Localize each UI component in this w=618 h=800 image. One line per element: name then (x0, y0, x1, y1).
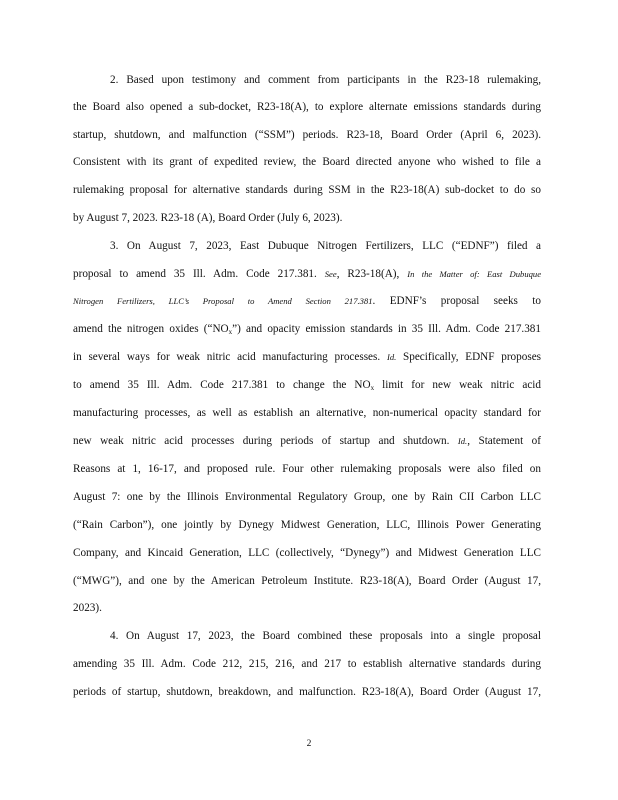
para-3-line-6 (73, 378, 541, 395)
text-fragment: , R23-18(A), (336, 268, 400, 280)
text-fragment: in several ways for weak nitric acid manufacturing processes. (73, 351, 381, 363)
para-3-line-3 (73, 294, 541, 308)
para-3-line-8 (73, 434, 541, 448)
para-4-line-1: 4. On August 17, 2023, the Board combined these proposals into a single proposal (110, 630, 541, 642)
para-2-line-2: the Board also opened a sub-docket, R23-18(A), to explore alternate emissions standards during (73, 101, 541, 113)
citation-signal: See (324, 269, 337, 279)
para-3-line-1: 3. On August 7, 2023, East Dubuque Nitrogen Fertilizers, LLC (“EDNF”) filed a (110, 240, 541, 252)
para-3-line-5 (73, 350, 541, 364)
para-4-line-3: periods of startup, shutdown, breakdown, and malfunction. R23-18(A), Board Order (August 17, (73, 686, 541, 698)
text-fragment: limit for new weak nitric acid (374, 379, 541, 391)
citation-signal: Id. (386, 352, 397, 362)
text-fragment: . EDNF’s proposal seeks to (372, 295, 541, 307)
para-2-line-5: rulemaking proposal for alternative standards during SSM in the R23-18(A) sub-docket to do so (73, 184, 541, 196)
text-fragment: proposal to amend 35 Ill. Adm. Code 217.381. (73, 268, 317, 280)
para-3-line-12: Company, and Kincaid Generation, LLC (collectively, “Dynegy”) and Midwest Generation LLC (73, 547, 541, 559)
text-fragment: amend the nitrogen oxides (“NO (73, 323, 229, 335)
citation-signal: Id. (457, 436, 468, 446)
para-4-line-2: amending 35 Ill. Adm. Code 212, 215, 216, and 217 to establish alternative standards during (73, 658, 541, 670)
para-3-line-9: Reasons at 1, 16-17, and proposed rule. Four other rulemaking proposals were also filed on (73, 463, 541, 475)
text-fragment: new weak nitric acid processes during periods of startup and shutdown. (73, 435, 450, 447)
para-3-line-11: (“Rain Carbon”), one jointly by Dynegy Midwest Generation, LLC, Illinois Power Generating (73, 519, 541, 531)
para-3-line-10: August 7: one by the Illinois Environmental Regulatory Group, one by Rain CII Carbon LLC (73, 491, 541, 503)
text-fragment: , Statement of (467, 435, 541, 447)
para-3-line-14: 2023). (73, 602, 102, 614)
case-caption: Nitrogen Fertilizers, LLC’s Proposal to Amend Section 217.381 (73, 296, 373, 306)
case-caption: In the Matter of: East Dubuque (407, 269, 542, 279)
subscript-x: x (228, 328, 233, 336)
text-fragment: ”) and opacity emission standards in 35 Ill. Adm. Code 217.381 (232, 323, 541, 335)
para-2-line-6: by August 7, 2023. R23-18 (A), Board Order (July 6, 2023). (73, 212, 343, 224)
para-3-line-13: (“MWG”), and one by the American Petroleum Institute. R23-18(A), Board Order (August 17, (73, 575, 541, 587)
para-3-line-7: manufacturing processes, as well as establish an alternative, non-numerical opacity standard for (73, 407, 541, 419)
para-2-line-1: 2. Based upon testimony and comment from participants in the R23-18 rulemaking, (110, 74, 541, 86)
text-fragment: Specifically, EDNF proposes (396, 351, 542, 363)
para-3-line-2 (73, 267, 541, 281)
para-2-line-3: startup, shutdown, and malfunction (“SSM”) periods. R23-18, Board Order (April 6, 2023). (73, 129, 541, 141)
page-number: 2 (306, 739, 312, 749)
text-fragment: to amend 35 Ill. Adm. Code 217.381 to change the NO (73, 379, 371, 391)
subscript-x: x (370, 384, 375, 392)
para-2-line-4: Consistent with its grant of expedited review, the Board directed anyone who wished to file a (73, 156, 541, 168)
para-3-line-4 (73, 322, 541, 339)
